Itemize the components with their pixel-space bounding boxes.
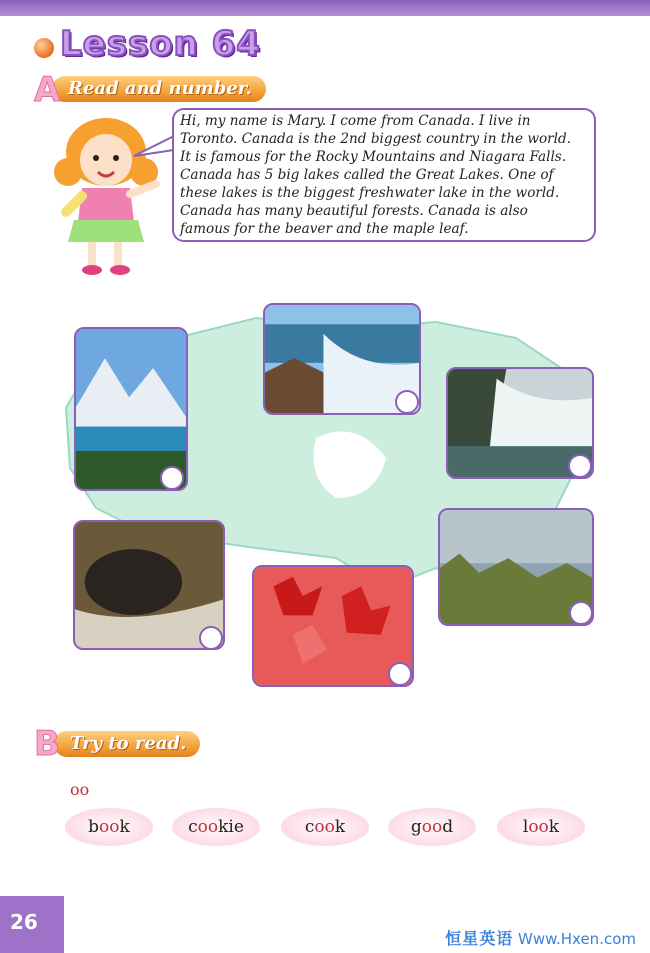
section-b-letter: B xyxy=(34,724,60,764)
lesson-title: Lesson 64 xyxy=(60,24,261,64)
number-circle[interactable] xyxy=(160,466,184,490)
section-a-heading: Read and number. xyxy=(52,76,266,102)
word-oval: look xyxy=(497,808,585,846)
phonics-sound-label: oo xyxy=(70,780,90,799)
page-number: 26 xyxy=(10,910,38,934)
top-border-bar xyxy=(0,0,650,16)
number-circle[interactable] xyxy=(199,626,223,650)
watermark: 恒星英语 Www.Hxen.com xyxy=(445,929,636,948)
speech-tail-shape xyxy=(134,132,174,162)
word-oval: cook xyxy=(281,808,369,846)
speech-bubble xyxy=(172,108,596,242)
section-b-heading: Try to read. xyxy=(54,731,200,757)
number-circle[interactable] xyxy=(395,390,419,414)
section-a-letter: A xyxy=(34,70,61,110)
word-oval: book xyxy=(65,808,153,846)
bullet-dot-icon xyxy=(34,38,54,58)
reading-passage: Hi, my name is Mary. I come from Canada. I live in Toronto. Canada is the 2nd biggest country in the world. It is famous for the Rocky Mountains and Niagara Falls. Canada has 5 big lakes called the Great Lakes. One of these lakes is the biggest freshwater lake in the world. Canada has many beautiful forests. Canada is also famous for the beaver and the maple leaf. xyxy=(180,113,572,237)
word-oval: cookie xyxy=(172,808,260,846)
number-circle[interactable] xyxy=(388,662,412,686)
word-oval: good xyxy=(388,808,476,846)
number-circle[interactable] xyxy=(568,454,592,478)
number-circle[interactable] xyxy=(569,601,593,625)
